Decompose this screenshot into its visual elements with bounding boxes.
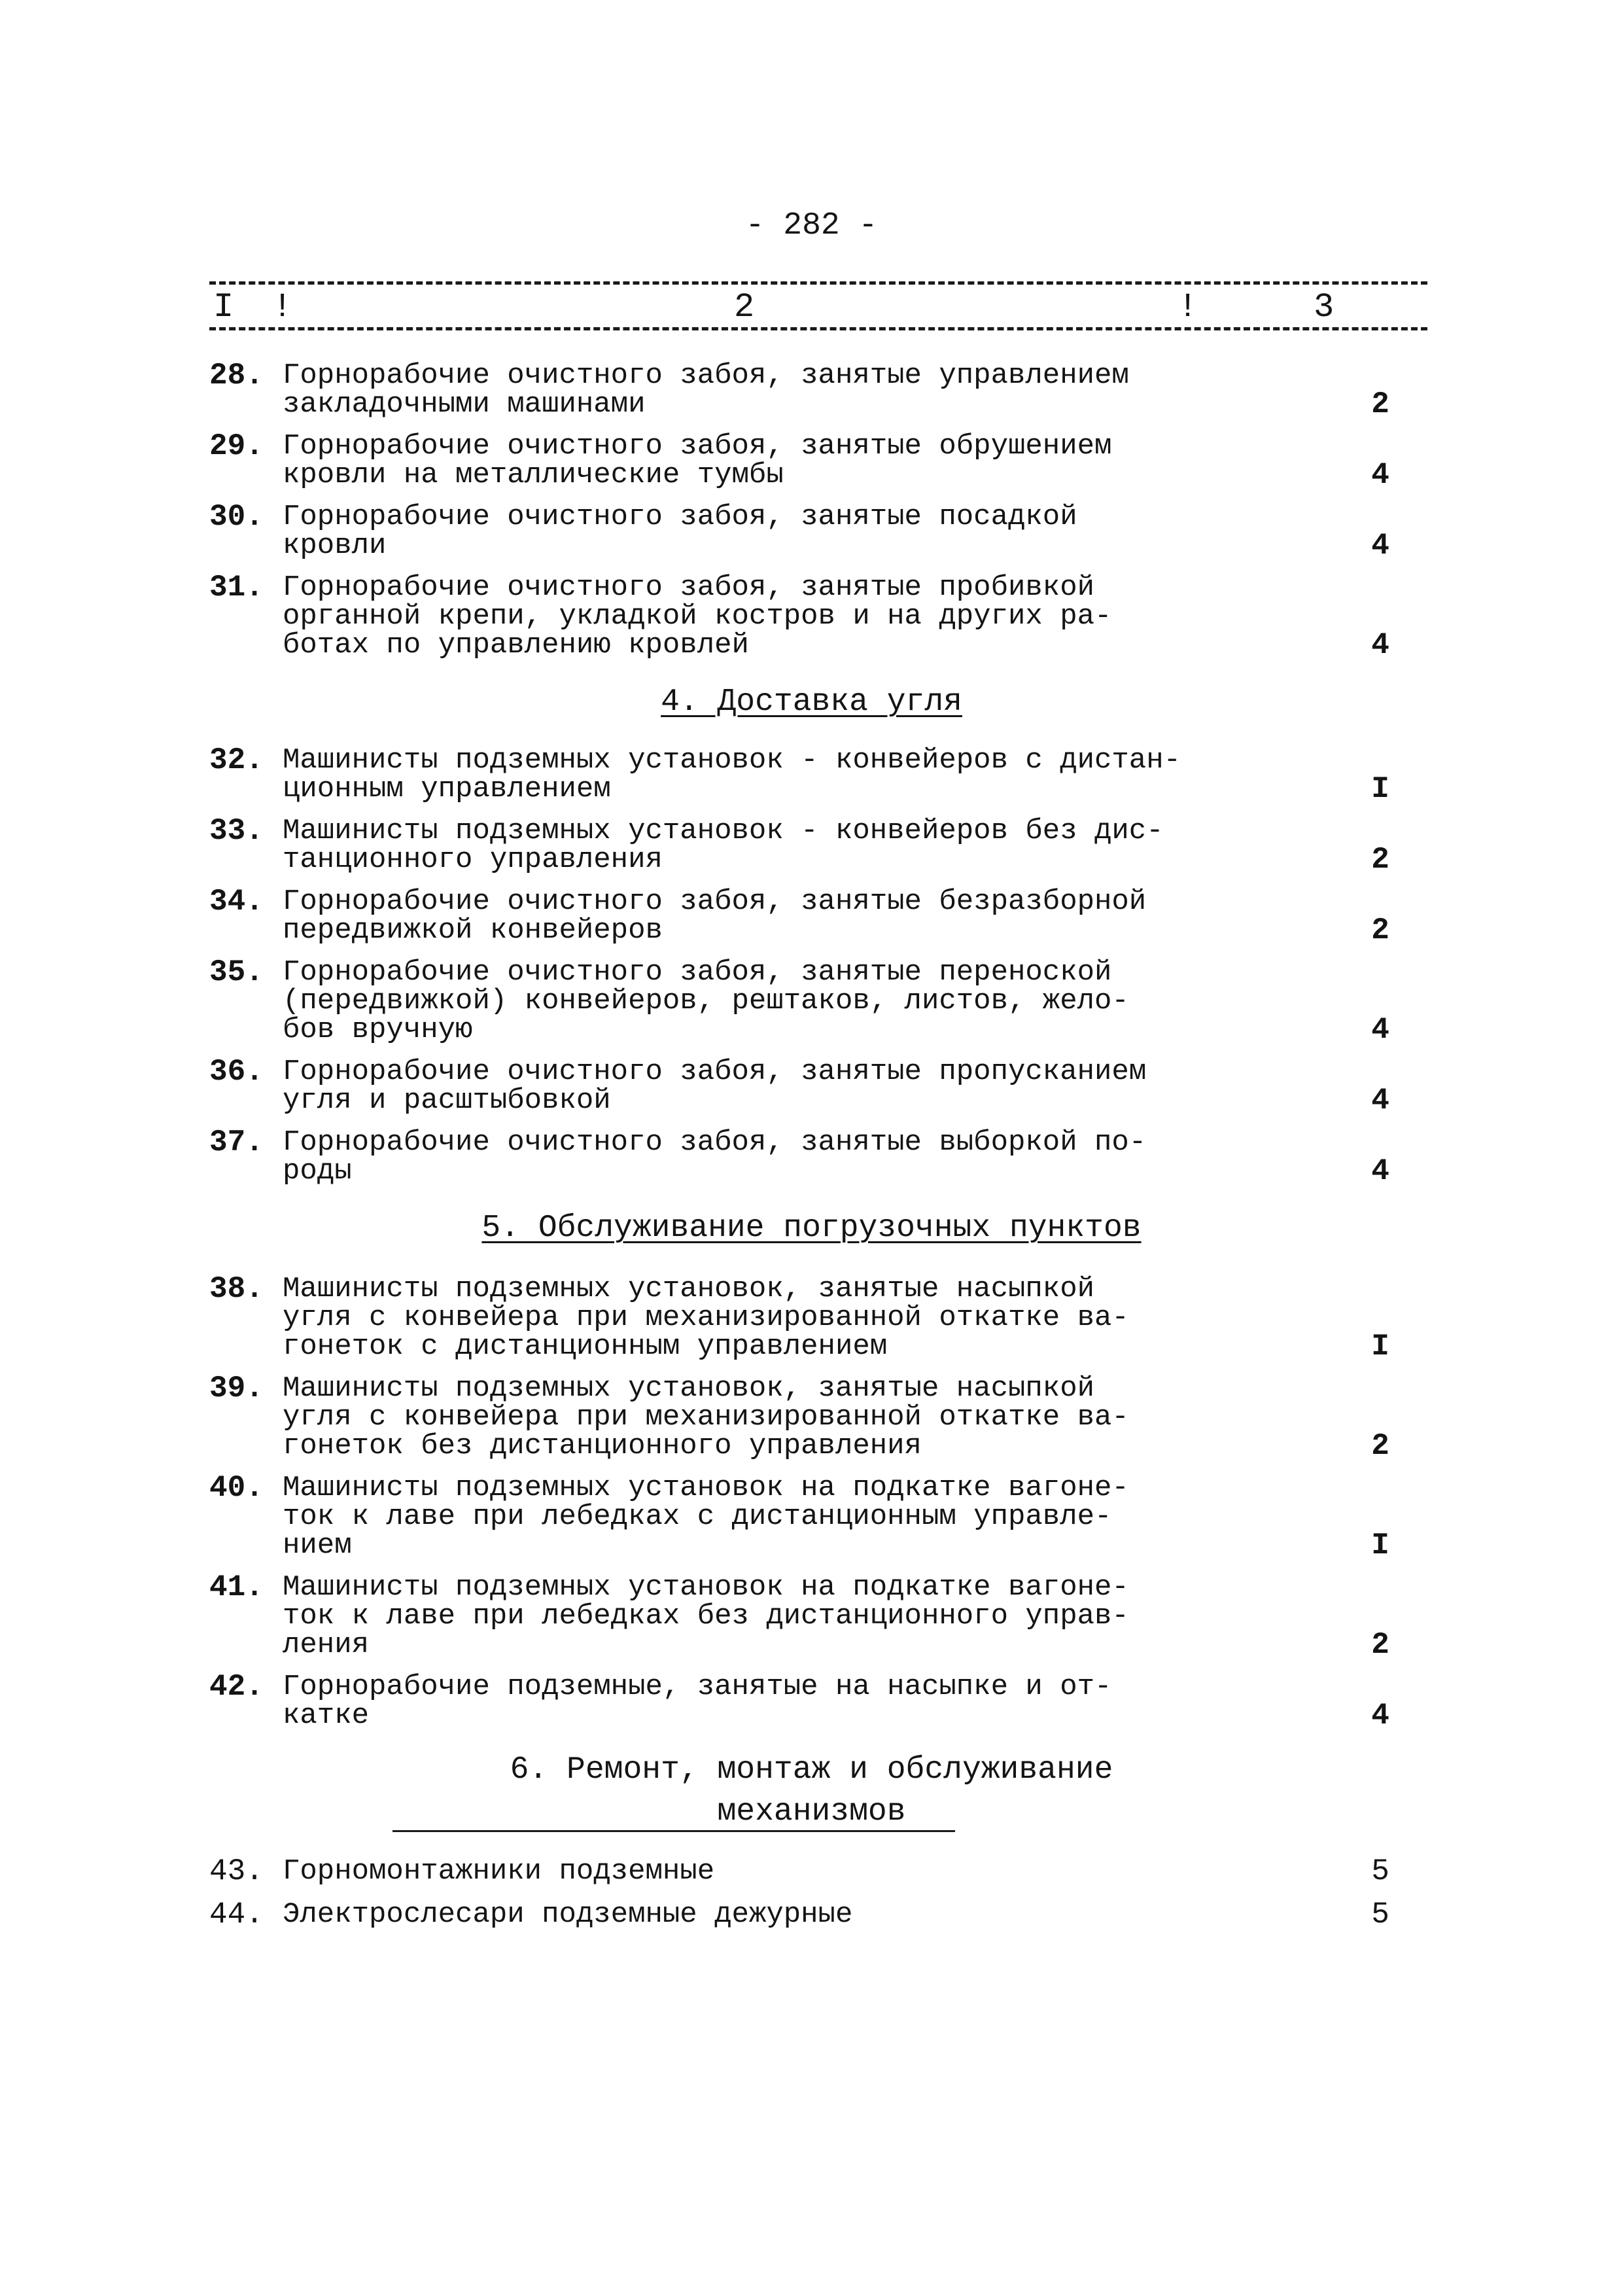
section-underline: [393, 1830, 955, 1832]
row-text: Машинисты подземных установок, занятые насыпкой угля с конвейера при механизированной откатке ва- гонеток без дистанционного управления: [283, 1372, 1129, 1462]
row-number: 36.: [209, 1055, 264, 1089]
row-norm: 5: [1371, 1898, 1389, 1932]
row-text: Электрослесари подземные дежурные: [283, 1898, 853, 1931]
row-norm: 4: [1371, 1013, 1389, 1047]
row-text: Машинисты подземных установок на подкатке вагоне- ток к лаве при лебедках без дистанционного управ- ления: [283, 1571, 1129, 1661]
row-number: 31.: [209, 571, 264, 605]
row-text: Машинисты подземных установок - конвейеров с дистан- ционным управлением: [283, 744, 1181, 805]
row-text: Машинисты подземных установок, занятые насыпкой угля с конвейера при механизированной откатке ва- гонеток с дистанционным управлением: [283, 1273, 1129, 1363]
row-norm: 4: [1371, 1084, 1389, 1118]
header-top-rule: [209, 281, 1427, 285]
row-number: 34.: [209, 885, 264, 919]
row-number: 37.: [209, 1125, 264, 1159]
row-norm: I: [1371, 772, 1389, 806]
row-number: 40.: [209, 1471, 264, 1505]
row-norm: 2: [1371, 387, 1389, 421]
row-norm: 5: [1371, 1854, 1389, 1888]
row-text: Горнорабочие очистного забоя, занятые обрушением кровли на металлические тумбы: [283, 430, 1112, 491]
row-text: Горнорабочие очистного забоя, занятые управлением закладочными машинами: [283, 359, 1129, 421]
section-heading-repair-line1: 6. Ремонт, монтаж и обслуживание: [510, 1752, 1113, 1788]
row-text: Горнорабочие очистного забоя, занятые пропусканием угля и расштыбовкой: [283, 1055, 1147, 1117]
row-number: 39.: [209, 1371, 264, 1405]
row-text: Горнорабочие очистного забоя, занятые посадкой кровли: [283, 501, 1077, 562]
header-col-2: 2: [734, 288, 755, 327]
row-norm: 4: [1371, 628, 1389, 662]
row-text: Горнорабочие очистного забоя, занятые пробивкой органной крепи, укладкой костров и на других ра- ботах по управлению кровлей: [283, 571, 1112, 662]
row-norm: 2: [1371, 913, 1389, 947]
row-number: 35.: [209, 955, 264, 989]
header-separator: !: [272, 288, 293, 327]
row-text: Горнорабочие очистного забоя, занятые безразборной передвижкой конвейеров: [283, 885, 1147, 947]
row-number: 32.: [209, 743, 264, 777]
section-heading-repair-line2: механизмов: [717, 1794, 906, 1829]
header-col-3: 3: [1314, 288, 1335, 327]
row-number: 43.: [209, 1854, 264, 1888]
row-number: 44.: [209, 1898, 264, 1932]
row-number: 33.: [209, 814, 264, 848]
row-text: Горнорабочие очистного забоя, занятые выборкой по- роды: [283, 1126, 1147, 1188]
row-text: Горнорабочие подземные, занятые на насыпке и от- катке: [283, 1670, 1112, 1732]
section-heading-loading-points: 5. Обслуживание погрузочных пунктов: [481, 1210, 1142, 1246]
row-number: 30.: [209, 500, 264, 534]
header-bottom-rule: [209, 327, 1427, 330]
row-number: 28.: [209, 359, 264, 393]
row-norm: 4: [1371, 1699, 1389, 1733]
row-text: Машинисты подземных установок на подкатке вагоне- ток к лаве при лебедках с дистанционным управле- нием: [283, 1472, 1129, 1562]
row-norm: 4: [1371, 458, 1389, 492]
row-norm: 4: [1371, 1154, 1389, 1188]
row-text: Горномонтажники подземные: [283, 1855, 715, 1888]
row-norm: 2: [1371, 1628, 1389, 1662]
row-norm: I: [1371, 1528, 1389, 1563]
row-number: 29.: [209, 429, 264, 463]
row-norm: 2: [1371, 1429, 1389, 1463]
section-heading-coal-delivery: 4. Доставка угля: [661, 684, 962, 720]
row-norm: 2: [1371, 843, 1389, 877]
row-number: 41.: [209, 1570, 264, 1604]
row-number: 38.: [209, 1272, 264, 1306]
row-norm: I: [1371, 1330, 1389, 1364]
page-number: - 282 -: [745, 208, 878, 243]
header-separator: !: [1178, 288, 1198, 327]
header-col-1: I: [213, 288, 234, 327]
row-text: Машинисты подземных установок - конвейеров без дис- танционного управления: [283, 815, 1164, 876]
row-norm: 4: [1371, 529, 1389, 563]
row-number: 42.: [209, 1670, 264, 1704]
row-text: Горнорабочие очистного забоя, занятые переноской (передвижкой) конвейеров, рештаков, листов, жело- бов вручную: [283, 956, 1129, 1046]
